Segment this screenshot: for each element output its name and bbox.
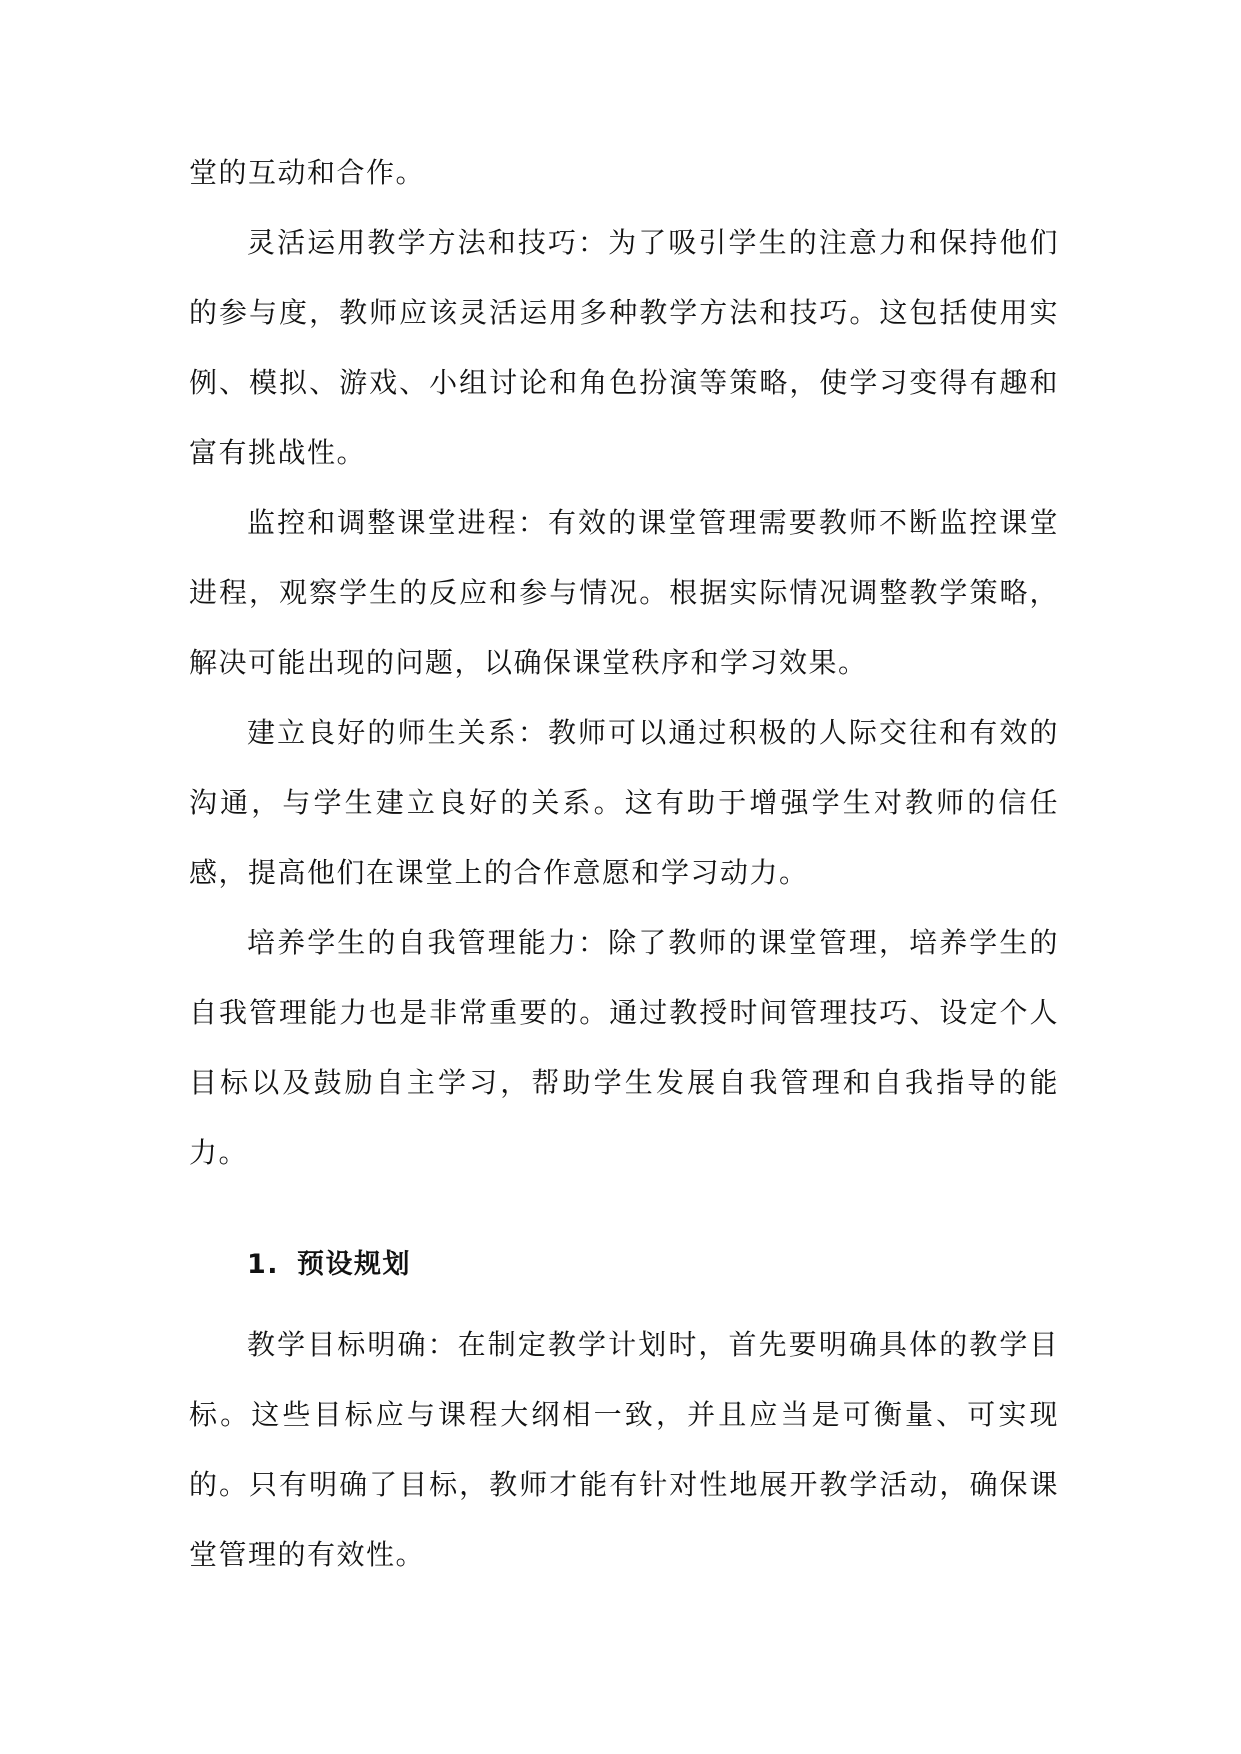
document-body: [189, 138, 1059, 1590]
section-heading: [189, 1230, 1059, 1300]
paragraph-flexible-teaching-methods: 灵活运用教学方法和技巧：为了吸引学生的注意力和保持他们的参与度，教师应该灵活运用多种教学方法和技巧。这包括使用实例、模拟、游戏、小组讨论和角色扮演等策略，使学习变得有趣和富有挑战性。: [189, 226, 1059, 469]
paragraph-student-self-management: 培养学生的自我管理能力：除了教师的课堂管理，培养学生的自我管理能力也是非常重要的。通过教授时间管理技巧、设定个人目标以及鼓励自主学习，帮助学生发展自我管理和自我指导的能力。: [189, 926, 1059, 1169]
section-heading-number: 1.: [247, 1249, 280, 1280]
section-heading-title: 预设规划: [297, 1249, 412, 1280]
paragraph-continued: 堂的互动和合作。: [189, 156, 426, 189]
paragraph-clear-teaching-goals: 教学目标明确：在制定教学计划时，首先要明确具体的教学目标。这些目标应与课程大纲相一致，并且应当是可衡量、可实现的。只有明确了目标，教师才能有针对性地展开教学活动，确保课堂管理的有效性。: [189, 1328, 1059, 1571]
paragraph-monitor-classroom-progress: 监控和调整课堂进程：有效的课堂管理需要教师不断监控课堂进程，观察学生的反应和参与情况。根据实际情况调整教学策略，解决可能出现的问题，以确保课堂秩序和学习效果。: [189, 506, 1059, 679]
paragraph-teacher-student-relationship: 建立良好的师生关系：教师可以通过积极的人际交往和有效的沟通，与学生建立良好的关系。这有助于增强学生对教师的信任感，提高他们在课堂上的合作意愿和学习动力。: [189, 716, 1059, 889]
